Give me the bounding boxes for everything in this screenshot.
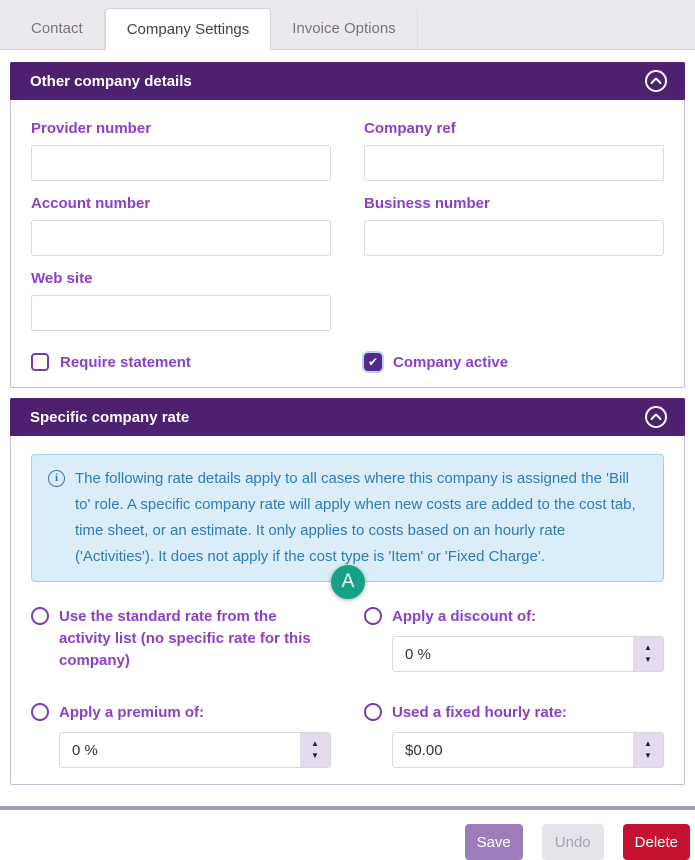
rate-info-message — [31, 454, 664, 582]
standard-rate-label: Use the standard rate from the activity list (no specific rate for this company) — [59, 608, 311, 669]
account-number-input[interactable] — [31, 220, 331, 256]
radio-fixed-hourly-rate[interactable] — [364, 703, 382, 721]
checkbox-box[interactable] — [364, 353, 382, 371]
tab-bar — [0, 0, 695, 50]
premium-stepper[interactable] — [300, 733, 330, 767]
web-site-input[interactable] — [31, 295, 331, 331]
company-ref-input[interactable] — [364, 145, 664, 181]
company-active-label: Company active — [393, 353, 509, 371]
footer-actions — [0, 810, 695, 860]
apply-discount-label: Apply a discount of: — [392, 608, 537, 625]
spinner-up-icon[interactable]: ▲ — [644, 739, 652, 748]
collapse-section-button[interactable] — [643, 68, 669, 94]
check-icon: ✔ — [367, 355, 379, 369]
chevron-up-circle-icon — [644, 405, 668, 429]
radio-standard-rate[interactable] — [31, 607, 49, 625]
company-active-checkbox[interactable] — [364, 353, 664, 371]
provider-number-label: Provider number — [31, 120, 152, 137]
spinner-up-icon[interactable]: ▲ — [311, 739, 319, 748]
provider-number-field — [31, 106, 331, 181]
tab-company-settings[interactable]: Company Settings — [105, 8, 272, 50]
discount-spinner — [392, 636, 664, 672]
save-button[interactable]: Save — [465, 824, 523, 860]
company-ref-label: Company ref — [364, 120, 456, 137]
page-content — [0, 50, 695, 785]
section-title: Other company details — [30, 72, 192, 90]
web-site-field — [31, 256, 331, 331]
apply-premium-label: Apply a premium of: — [59, 704, 205, 721]
require-statement-label: Require statement — [60, 353, 191, 371]
fixed-rate-stepper[interactable] — [633, 733, 663, 767]
other-company-details-header — [10, 62, 685, 100]
radio-apply-premium[interactable] — [31, 703, 49, 721]
fixed-hourly-rate-label: Used a fixed hourly rate: — [392, 704, 568, 721]
fixed-rate-input[interactable] — [392, 732, 664, 768]
option-apply-premium[interactable] — [31, 702, 331, 768]
radio-apply-discount[interactable] — [364, 607, 382, 625]
provider-number-input[interactable] — [31, 145, 331, 181]
spinner-down-icon[interactable]: ▼ — [311, 751, 319, 760]
spinner-up-icon[interactable]: ▲ — [644, 643, 652, 652]
premium-spinner — [59, 732, 331, 768]
spinner-down-icon[interactable]: ▼ — [644, 751, 652, 760]
discount-stepper[interactable] — [633, 637, 663, 671]
other-company-details-section — [10, 62, 685, 388]
fixed-rate-spinner — [392, 732, 664, 768]
option-apply-discount[interactable] — [364, 606, 664, 672]
chevron-up-circle-icon — [644, 69, 668, 93]
business-number-field — [364, 181, 664, 256]
option-fixed-hourly-rate[interactable] — [364, 702, 664, 768]
company-ref-field — [364, 106, 664, 181]
tab-contact[interactable]: Contact — [10, 9, 105, 49]
specific-company-rate-section — [10, 398, 685, 785]
specific-company-rate-header — [10, 398, 685, 436]
section-title: Specific company rate — [30, 408, 190, 426]
info-icon: i — [48, 470, 65, 487]
business-number-label: Business number — [364, 195, 490, 212]
option-standard-rate[interactable] — [31, 606, 331, 672]
delete-button[interactable]: Delete — [623, 824, 690, 860]
web-site-label: Web site — [31, 270, 93, 287]
discount-input[interactable] — [392, 636, 664, 672]
business-number-input[interactable] — [364, 220, 664, 256]
spinner-down-icon[interactable]: ▼ — [644, 655, 652, 664]
require-statement-checkbox[interactable] — [31, 353, 331, 371]
account-number-label: Account number — [31, 195, 151, 212]
undo-button[interactable]: Undo — [542, 824, 604, 860]
annotation-badge-a: A — [331, 565, 365, 599]
premium-input[interactable] — [59, 732, 331, 768]
tab-invoice-options[interactable]: Invoice Options — [271, 9, 417, 49]
rate-info-text: The following rate details apply to all cases where this company is assigned the 'Bill to' role. A specific company rate will apply when new costs are added to the cost tab, time sheet, or an estimate. It only applies to costs based on an hourly rate ('Activities'). It does not apply if the cost type is 'Item' or 'Fixed Charge'. — [75, 470, 636, 565]
checkbox-box[interactable] — [31, 353, 49, 371]
account-number-field — [31, 181, 331, 256]
collapse-section-button[interactable] — [643, 404, 669, 430]
